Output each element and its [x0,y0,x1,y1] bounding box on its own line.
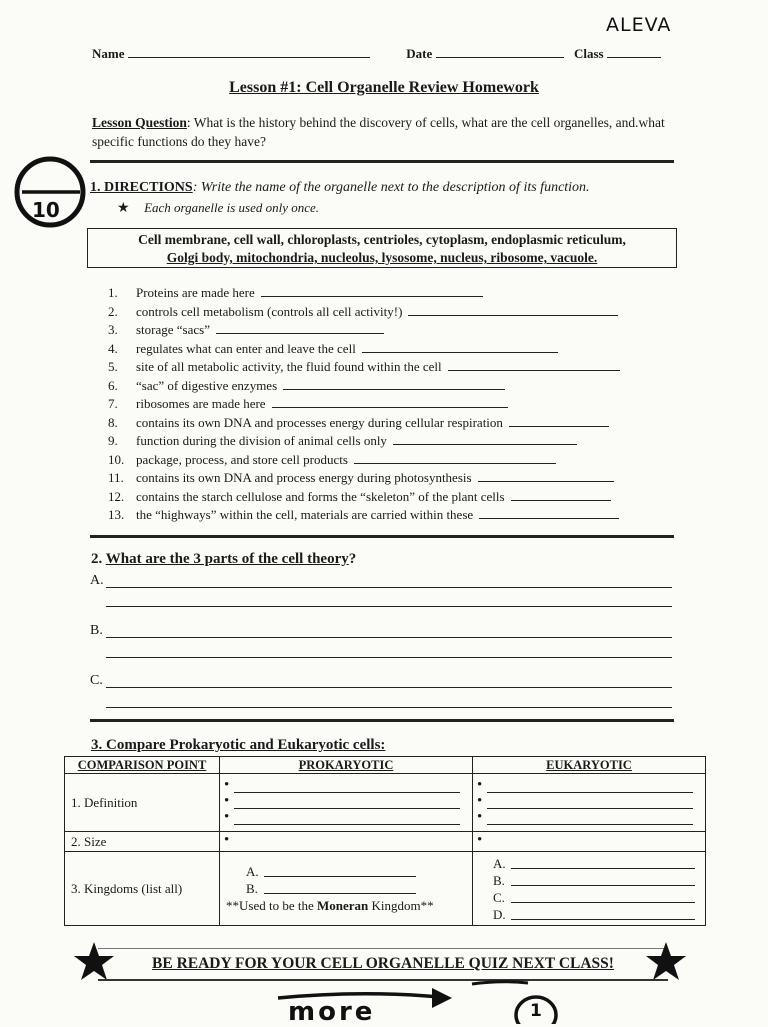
word-bank-line-2: Golgi body, mitochondria, nucleolus, lysosome, nucleus, ribosome, vacuole. [166,250,598,265]
word-bank [87,228,677,268]
answer-line[interactable] [106,586,672,588]
table-header: COMPARISON POINT [65,757,220,774]
divider [90,535,674,538]
page-title: Lesson #1: Cell Organelle Review Homework [229,79,539,96]
comparison-table [64,756,706,926]
name-field[interactable] [128,46,370,58]
table-header: EUKARYOTIC [473,757,706,774]
header-fields [92,46,661,62]
list-item: 12. contains the starch cellulose and forms the “skeleton” of the plant cells [108,488,678,507]
question-text: regulates what can enter and leave the cell [136,340,356,356]
question-text: “sac” of digestive enzymes [136,377,278,393]
list-item: 1. Proteins are made here [108,284,678,303]
answer-blank[interactable] [283,377,505,390]
answer-blank[interactable] [448,358,620,371]
organelle-questions [108,284,678,525]
row-label-kingdoms: 3. Kingdoms (list all) [65,852,220,926]
directions [90,180,590,196]
question-text: site of all metabolic activity, the fluid found within the cell [136,359,442,374]
note-text: Each organelle is used only once. [144,200,320,215]
class-field[interactable] [607,46,661,58]
date-field[interactable] [436,46,564,58]
star-icon [644,940,688,984]
list-item: 13. the “highways” within the cell, materials are carried within these [108,506,678,525]
answer-line[interactable] [106,605,672,607]
question-text: contains the starch cellulose and forms the “skeleton” of the plant cells [136,488,505,504]
compare-title: 3. Compare Prokaryotic and Eukaryotic cells: [91,737,386,753]
table-row [65,774,706,832]
moneran-note: **Used to be the Moneran Kingdom** [226,898,434,913]
banner-underline-scribble [470,978,530,990]
word-bank-line-1: Cell membrane, cell wall, chloroplasts, centrioles, cytoplasm, endoplasmic reticulum, [138,232,626,247]
answer-blank[interactable] [509,414,609,427]
star-icon: ★ [117,201,130,216]
table-row [65,832,706,852]
page-number: 1 [530,1001,542,1021]
question-text: contains its own DNA and processes energy during cellular respiration [136,414,503,430]
lesson-question [92,113,682,151]
class-label: Class [574,46,604,61]
handwritten-name: ALEVA [606,14,672,36]
cell-theory-question: 2. What are the 3 parts of the cell theory? [91,551,357,567]
lesson-question-text: : What is the history behind the discovery of cells, what are the cell organelles, and.what specific functions do they have? [92,115,665,149]
eukaryotic-definition-cell[interactable] [473,774,706,832]
answer-line[interactable] [106,636,672,638]
question-text: function during the division of animal cells only [136,433,387,448]
eukaryotic-kingdoms-cell[interactable]: A. B. C. D. [473,852,706,926]
prokaryotic-kingdoms-cell[interactable]: A. B. **Used to be the Moneran Kingdom** [220,852,473,926]
list-item: 4. regulates what can enter and leave the cell [108,340,678,359]
question-text: storage “sacs” [136,322,210,337]
question-text: controls cell metabolism (controls all cell activity!) [136,303,403,319]
row-label-definition: 1. Definition [65,774,220,832]
list-item: 5. site of all metabolic activity, the fluid found within the cell [108,358,678,377]
name-label: Name [92,46,125,61]
answer-blank[interactable] [216,321,384,334]
list-item: 3. storage “sacs” [108,321,678,340]
list-item: 9. function during the division of animal cells only [108,432,678,451]
answer-blank[interactable] [408,303,618,316]
eukaryotic-size-cell[interactable] [473,832,706,852]
answer-blank[interactable] [478,469,614,482]
list-item: 8. contains its own DNA and processes energy during cellular respiration [108,414,678,433]
quiz-banner: BE READY FOR YOUR CELL ORGANELLE QUIZ NEXT CLASS! [98,948,668,981]
answer-label-a: A. [90,573,104,588]
list-item: 2. controls cell metabolism (controls all cell activity!) [108,303,678,322]
question-text: Proteins are made here [136,285,255,300]
score-value: 10 [32,198,60,222]
date-label: Date [406,46,433,61]
row-label-size: 2. Size [65,832,220,852]
directions-note [117,200,319,217]
prokaryotic-definition-cell[interactable] [220,774,473,832]
answer-label-b: B. [90,623,103,638]
divider [90,160,674,163]
answer-blank[interactable] [511,488,611,501]
directions-label: 1. DIRECTIONS [90,180,193,195]
list-item: 6. “sac” of digestive enzymes [108,377,678,396]
answer-line[interactable] [106,686,672,688]
question-text: contains its own DNA and process energy during photosynthesis [136,470,472,485]
list-item: 10. package, process, and store cell products [108,451,678,470]
answer-blank[interactable] [393,432,577,445]
question-text: ribosomes are made here [136,396,266,411]
answer-label-c: C. [90,673,103,688]
answer-blank[interactable] [479,506,619,519]
answer-blank[interactable] [354,451,556,464]
question-text: the “highways” within the cell, materials are carried within these [136,507,474,522]
table-row [65,852,706,926]
cell-theory-question-text: What are the 3 parts of the cell theory [105,551,349,567]
answer-line[interactable] [106,706,672,708]
table-header: PROKARYOTIC [220,757,473,774]
handwritten-more: more [288,997,376,1027]
answer-blank[interactable] [272,395,508,408]
answer-blank[interactable] [261,284,483,297]
directions-text: : Write the name of the organelle next to the description of its function. [192,180,590,195]
answer-blank[interactable] [362,340,558,353]
prokaryotic-size-cell[interactable] [220,832,473,852]
list-item: 11. contains its own DNA and process energy during photosynthesis [108,469,678,488]
list-item: 7. ribosomes are made here [108,395,678,414]
answer-line[interactable] [106,656,672,658]
divider [90,719,674,722]
question-text: package, process, and store cell products [136,451,348,467]
lesson-question-label: Lesson Question [92,115,187,130]
